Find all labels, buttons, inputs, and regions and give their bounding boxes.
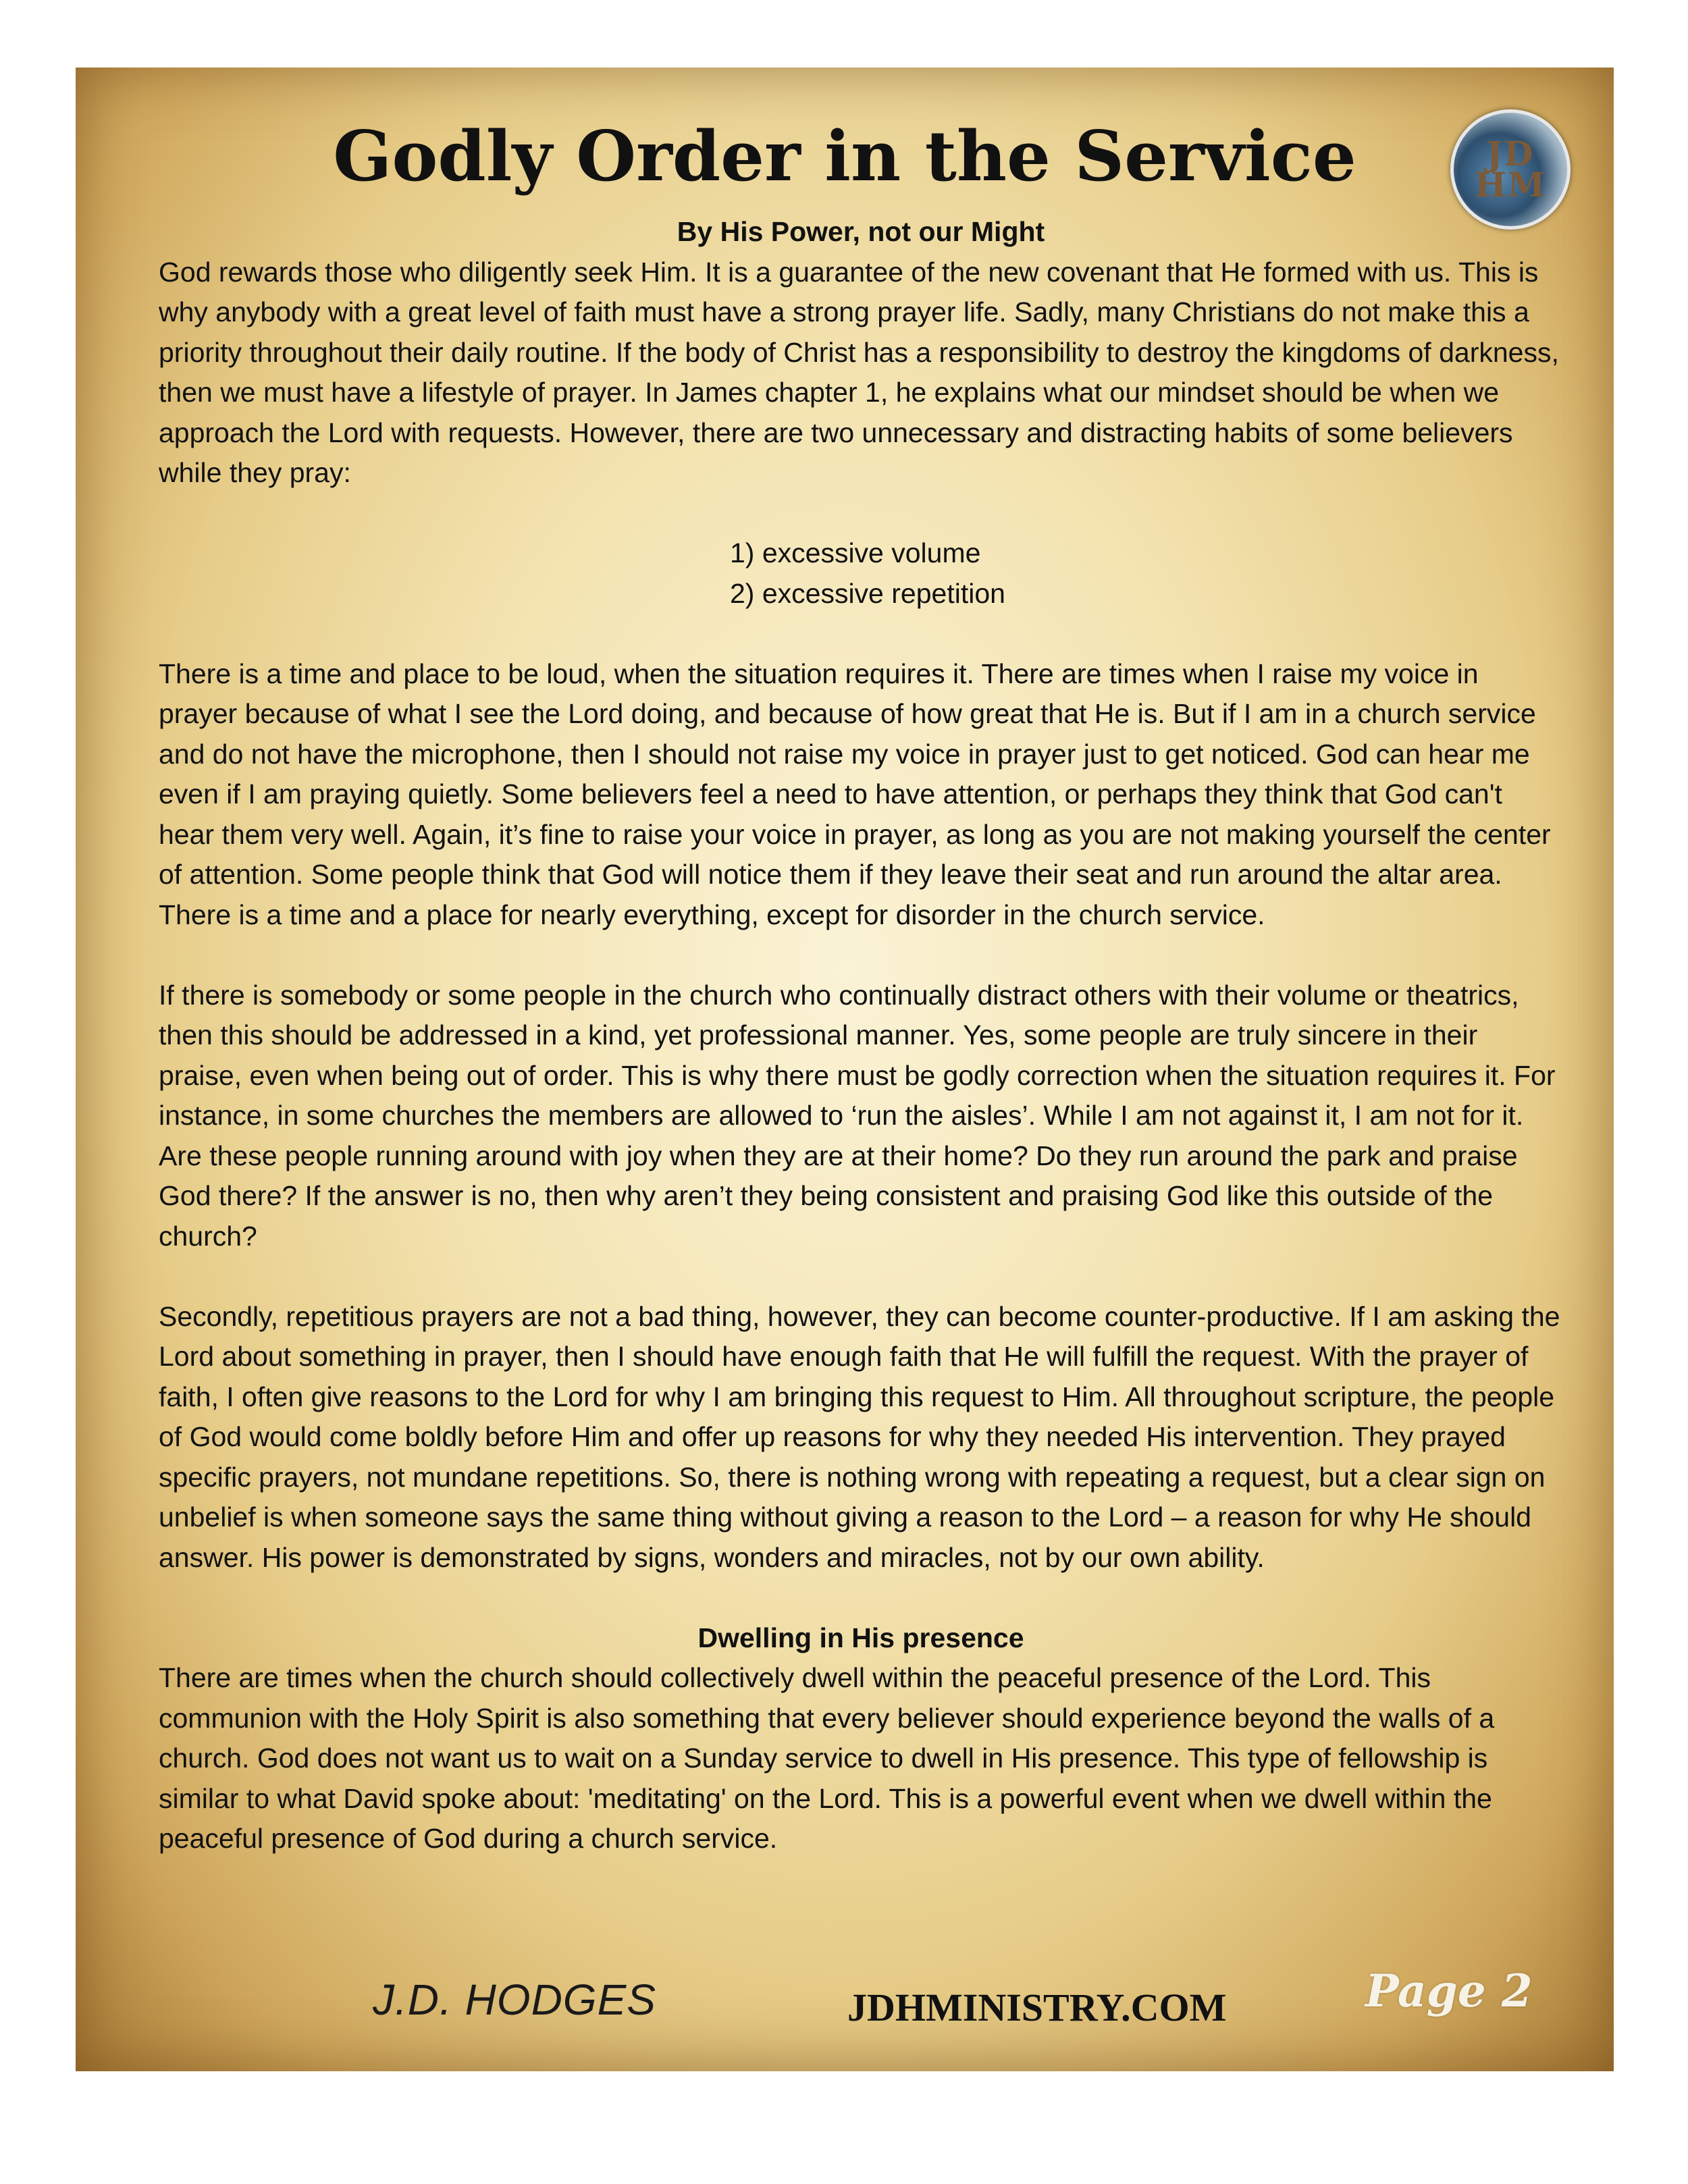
paragraph-volume: There is a time and place to be loud, when the situation requires it. There are times when I raise my voice in prayer because of what I see the Lord doing, and because of how great that He is. But if I am in a church service and do not have the microphone, then I should not raise my voice in prayer just to get noticed. God can hear me even if I am praying quietly. Some believers feel a need to have attention, or perhaps they think that God can't hear them very well. Again, it’s fine to raise your voice in prayer, as long as you are not making yourself the center of attention. Some people think that God will notice them if they leave their seat and run around the altar area. There is a time and a place for nearly everything, except for disorder in the church service.: [159, 658, 1551, 930]
intro-paragraph: God rewards those who diligently seek Him. It is a guarantee of the new covenant that He formed with us. This is why anybody with a great level of faith must have a strong prayer life. Sadly, many Christians do not make this a priority throughout their daily routine. If the body of Christ has a responsibility to destroy the kingdoms of darkness, then we must have a lifestyle of prayer. In James chapter 1, he explains what our mindset should be when we approach the Lord with requests. However, there are two unnecessary and distracting habits of some believers while they pray:: [159, 256, 1559, 488]
parchment-background: [76, 68, 1614, 2071]
paragraph-presence: There are times when the church should collectively dwell within the peaceful presence of the Lord. This communion with the Holy Spirit is also something that every believer should experience beyond the walls of a church. God does not want us to wait on a Sunday service to dwell in His presence. This type of fellowship is similar to what David spoke about: 'meditating' on the Lord. This is a powerful event when we dwell within the peaceful presence of God during a church service.: [159, 1662, 1495, 1854]
paragraph-repetition: Secondly, repetitious prayers are not a bad thing, however, they can become counter-productive. If I am asking the Lord about something in prayer, then I should have enough faith that He will fulfill the request. With the prayer of faith, I often give reasons to the Lord for why I am bringing this request to Him. All throughout scripture, the people of God would come boldly before Him and offer up reasons for why they needed His intervention. They prayed specific prayers, not mundane repetitions. So, there is nothing wrong with repeating a request, but a clear sign on unbelief is when someone says the same thing without giving a reason to the Lord – a reason for why He should answer. His power is demonstrated by signs, wonders and miracles, not by our own ability.: [159, 1300, 1560, 1573]
footer-website: JDHMINISTRY.COM: [847, 1986, 1227, 2029]
list-item: 2) excessive repetition: [730, 577, 1005, 609]
footer-author: J.D. HODGES: [373, 1975, 656, 2024]
section-heading-power: By His Power, not our Might: [677, 216, 1045, 247]
page-number: Page 2: [1365, 1965, 1533, 2017]
paragraph-theatrics: If there is somebody or some people in the church who continually distract others with their volume or theatrics, then this should be addressed in a kind, yet professional manner. Yes, some people are truly sincere in their praise, even when being out of order. This is why there must be godly correction when the situation requires it. For instance, in some churches the members are allowed to ‘run the aisles’. While I am not against it, I am not for it. Are these people running around with joy when they are at their home? Do they run around the park and praise God there? If the answer is no, then why aren’t they being consistent and praising God like this outside of the church?: [159, 979, 1556, 1252]
page-title: Godly Order in the Service: [333, 116, 1356, 197]
habits-list: [159, 533, 1563, 614]
logo-text: JD HM: [1474, 134, 1547, 205]
section-heading-presence: Dwelling in His presence: [697, 1622, 1024, 1653]
list-item: 1) excessive volume: [730, 537, 981, 568]
article-body: [159, 212, 1563, 1859]
